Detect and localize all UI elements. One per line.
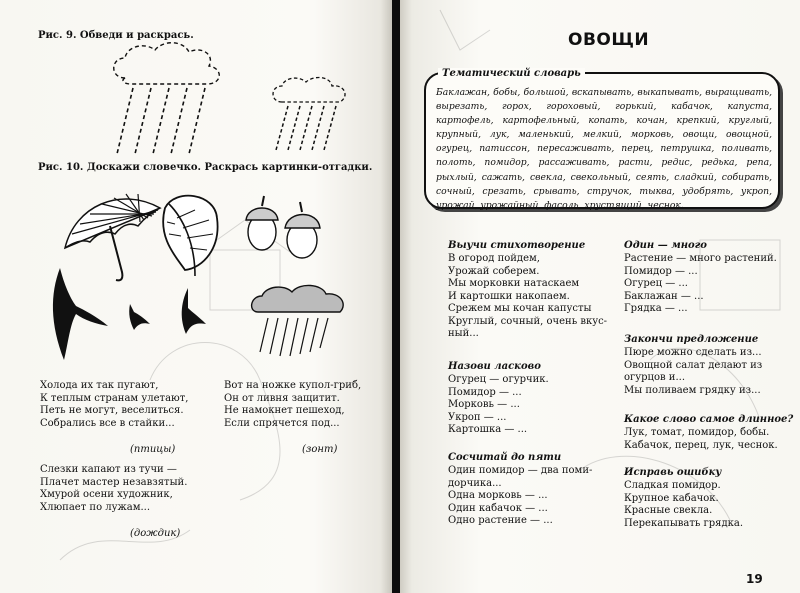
one-many-heading: Один — много bbox=[624, 240, 707, 251]
left-page bbox=[0, 0, 392, 593]
poem-heading: Выучи стихотворение bbox=[448, 240, 586, 251]
fig10-caption: Рис. 10. Доскажи словечко. Раскрась картинки-отгадки. bbox=[38, 162, 373, 173]
longest-list: Лук, томат, помидор, бобы. Кабачок, перец, лук, чеснок. bbox=[624, 427, 778, 451]
count-list: Один помидор — два поми- дорчика... Одна морковь — ... Один кабачок — ... Одно растение — ... bbox=[448, 465, 593, 526]
finish-list: Пюре можно сделать из... Овощной салат делают из огурцов и... Мы поливаем грядку из... bbox=[624, 347, 763, 396]
riddle-umbrella-answer: (зонт) bbox=[302, 444, 338, 455]
cloud-rain-icon bbox=[105, 42, 285, 162]
one-many-list: Растение — много растений. Помидор — ... Огурец — ... Баклажан — ... Грядка — ... bbox=[624, 253, 777, 314]
longest-heading: Какое слово самое длинное? bbox=[624, 414, 794, 425]
page-title: ОВОЩИ bbox=[568, 30, 650, 50]
finish-heading: Закончи предложение bbox=[624, 334, 759, 345]
swallow-icon bbox=[40, 264, 220, 364]
fix-heading: Исправь ошибку bbox=[624, 467, 722, 478]
vocabulary-heading: Тематический словарь bbox=[438, 68, 585, 79]
fix-list: Сладкая помидор. Крупное кабачок. Красные свекла. Перекапывать грядка. bbox=[624, 480, 744, 529]
riddle-birds-answer: (птицы) bbox=[130, 444, 176, 455]
right-page bbox=[400, 0, 800, 593]
cloud-rain-small-icon bbox=[268, 76, 368, 156]
affection-list: Огурец — огурчик. Помидор — ... Морковь — ... Укроп — ... Картошка — ... bbox=[448, 374, 549, 435]
affection-heading: Назови ласково bbox=[448, 361, 541, 372]
riddle-birds: Холода их так пугают, К теплым странам улетают, Петь не могут, веселиться. Собрались все в стайки... bbox=[40, 380, 189, 429]
riddle-umbrella: Вот на ножке купол-гриб, Он от ливня защитит. Не намокнет пешеход, Если спрячется под... bbox=[224, 380, 362, 429]
riddle-rain: Слезки капают из тучи — Плачет мастер незавзятый. Хмурой осени художник, Хлюпает по лужам... bbox=[40, 464, 188, 513]
page-number: 19 bbox=[746, 572, 763, 586]
raincloud-icon bbox=[248, 282, 358, 362]
vocabulary-text: Баклажан, бобы, большой, вскапывать, выкапывать, выращивать, вырезать, горох, гороховый, горький, кабачок, капуста, картофель, картофельный, копать, кочан, крепкий, круглый, крупный, лук, маленький, мелкий, морковь, овощи, овощной, огурец, патиссон, пересаживать, перец, петрушка, поливать, полоть, помидор, рассаживать, расти, редис, редька, репа, рыхлый, сажать, свекла, свекольный, сеять, сладкий, собирать, сочный, срезать, срывать, стручок, тыква, удобрять, укроп, урожай, урожайный, фасоль, хрустящий, чеснок. bbox=[436, 87, 772, 211]
count-heading: Сосчитай до пяти bbox=[448, 452, 562, 463]
acorn-icon bbox=[240, 192, 330, 262]
poem: В огород пойдем, Урожай соберем. Мы морковки натаскаем И картошки накопаем. Срежем мы кочан капусты Круглый, сочный, очень вкус- ный... bbox=[448, 253, 608, 339]
riddle-rain-answer: (дождик) bbox=[130, 528, 181, 539]
fig9-caption: Рис. 9. Обведи и раскрась. bbox=[38, 30, 194, 41]
book-gutter bbox=[392, 0, 400, 593]
